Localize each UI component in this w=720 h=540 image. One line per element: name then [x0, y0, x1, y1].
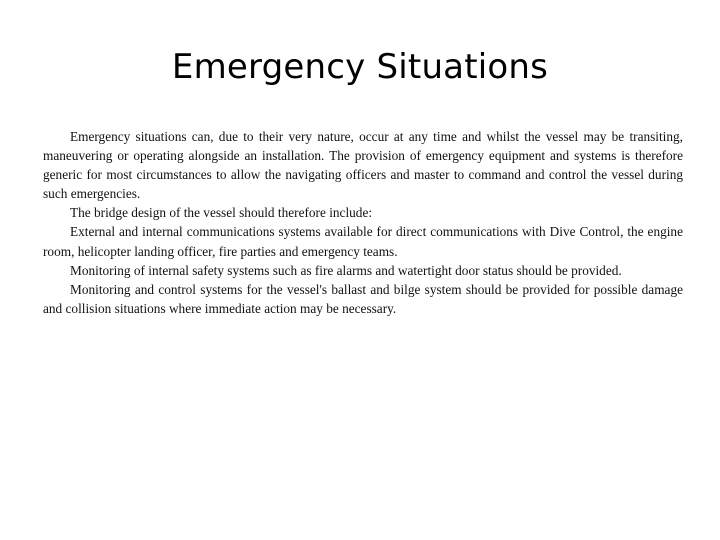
paragraph-communications: External and internal communications systems available for direct communications with Dive Control, the engine room, helicopter landing officer, fire parties and emergency teams.	[43, 224, 683, 259]
slide-title: Emergency Situations	[171, 47, 549, 87]
paragraph-intro: Emergency situations can, due to their very nature, occur at any time and whilst the vessel may be transiting, maneuvering or operating alongside an installation. The provision of emergency equipment and systems is therefore generic for most circumstances to allow the navigating officers and master to command and control the vessel during such emergencies.	[43, 129, 683, 202]
paragraph-bridge-design: The bridge design of the vessel should therefore include:	[70, 205, 373, 221]
slide-body	[43, 127, 683, 318]
paragraph-ballast-bilge: Monitoring and control systems for the vessel's ballast and bilge system should be provided for possible damage and collision situations where immediate action may be necessary.	[43, 281, 683, 316]
paragraph-safety-monitoring: Monitoring of internal safety systems such as fire alarms and watertight door status should be provided.	[70, 262, 622, 278]
